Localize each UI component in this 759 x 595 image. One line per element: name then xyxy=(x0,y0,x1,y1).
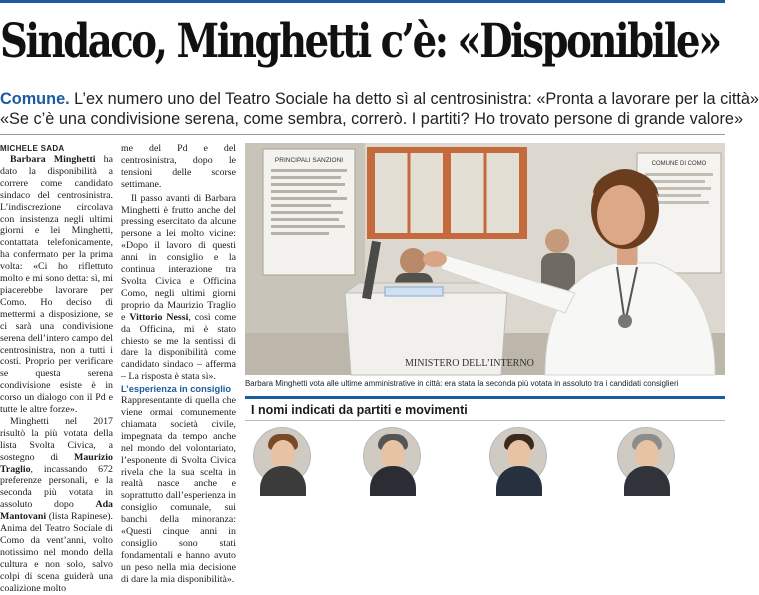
kicker: Comune. xyxy=(0,90,70,108)
photo-caption: Barbara Minghetti vota alle ultime amministrative in città: era stata la seconda più votata in assoluto tra i candidati consiglieri xyxy=(245,379,679,388)
box-divider xyxy=(245,420,725,421)
paragraph xyxy=(121,193,236,384)
box-title: I nomi indicati da partiti e movimenti xyxy=(251,403,468,417)
urn-label: MINISTERO DELL’INTERNO xyxy=(405,358,534,369)
avatar xyxy=(363,427,421,485)
subtitle-line-1 xyxy=(0,88,759,110)
header-divider xyxy=(0,134,725,135)
avatar xyxy=(253,427,311,485)
name-highlight: Vittorio Nessi xyxy=(129,311,189,323)
paragraph xyxy=(0,154,113,416)
related-names-box xyxy=(245,396,725,456)
paragraph-text: Il passo avanti di Barbara Minghetti è frutto anche del pressing esercitato da alcune persone a lei molto vicine: «Dopo il lavoro di questi anni in consiglio e la continua interazione tra Svolta Civica e Officina Como, negli ultimi giorni proprio da Maurizio Traglio e xyxy=(121,192,236,323)
avatar xyxy=(617,427,675,485)
voting-scene-illustration xyxy=(245,143,725,375)
notice-sign-left: PRINCIPALI SANZIONI xyxy=(274,157,344,164)
paragraph-text: , così come da Officina, mi è stato chiesto se me la sentissi di dare la disponibilità come candidato sindaco – afferma – La risposta è stata sì». xyxy=(121,311,236,383)
article-photo xyxy=(245,143,725,375)
paragraph xyxy=(0,416,113,595)
article-column-2 xyxy=(121,143,236,585)
name-highlight: Ada Mantovani xyxy=(0,499,113,523)
headline: Sindaco, Minghetti c’è: «Disponibile» xyxy=(0,14,720,69)
article-column-1 xyxy=(0,143,113,594)
paragraph-text: ha dato la disponibilità a correre come candidato sindaco del centrosinistra. L’indiscrezione circolava con insistenza negli ultimi giorni e lei Minghetti, contattata telefonicamente, ha confermato per la prima volta: «Ci ho riflettuto molto e mi sono detta: sì, mi piacerebbe lavorare per Como. Ho deciso di mettermi a disposizione, se ci sarà una condivisione serena dell’intero campo del centrosinistra, non a tutti i costi. Proprio per verificare se questa serena condivisione esiste è in corso un dialogo con il Pd e tutte le altre forze». xyxy=(0,154,113,416)
subtitle-text-1: L’ex numero uno del Teatro Sociale ha detto sì al centrosinistra: «Pronta a lavorare per la città» xyxy=(69,90,759,108)
name-highlight: Maurizio Traglio xyxy=(0,451,113,475)
paragraph-text: (lista Rapinese). Anima del Teatro Sociale di Como da vent’anni, volto notissimo nel mondo della cultura e non solo, salvo colpi di scena guiderà una coalizione molto xyxy=(0,511,113,594)
byline: MICHELE SADA xyxy=(0,144,65,153)
top-accent-rule xyxy=(0,0,725,3)
notice-sign-right: COMUNE DI COMO xyxy=(651,161,707,167)
section-subhead: L’esperienza in consiglio xyxy=(121,384,232,395)
avatar xyxy=(489,427,547,485)
subtitle-line-2: «Se c’è una condivisione serena, come sembra, correrò. I partiti? Ho trovato persone di grande valore» xyxy=(0,110,744,128)
paragraph: Rappresentante di quella che viene ormai comunemente chiamata società civile, impegnata da tempo anche nel mondo del volontariato, l’esponente di Svolta Civica rivela che la sua scelta in realtà nasce anche e soprattutto dall’esperienza in consiglio comunale, sui banchi della minoranza: «Questi cinque anni in consiglio sono stati fondamentali e hanno avuto un peso nella mia decisione di dare la mia disponibilità». xyxy=(121,395,236,585)
paragraph: me del Pd e del centrosinistra, dopo le tensioni delle scorse settimane. xyxy=(121,143,236,190)
name-highlight: Barbara Minghetti xyxy=(10,154,96,165)
paragraph-text: , incassando 672 preferenze personali, e la seconda più votata in assoluto dopo xyxy=(0,463,113,511)
paragraph-text: Minghetti nel 2017 risultò la più votata della lista Svolta Civica, a sostegno di xyxy=(0,415,113,463)
